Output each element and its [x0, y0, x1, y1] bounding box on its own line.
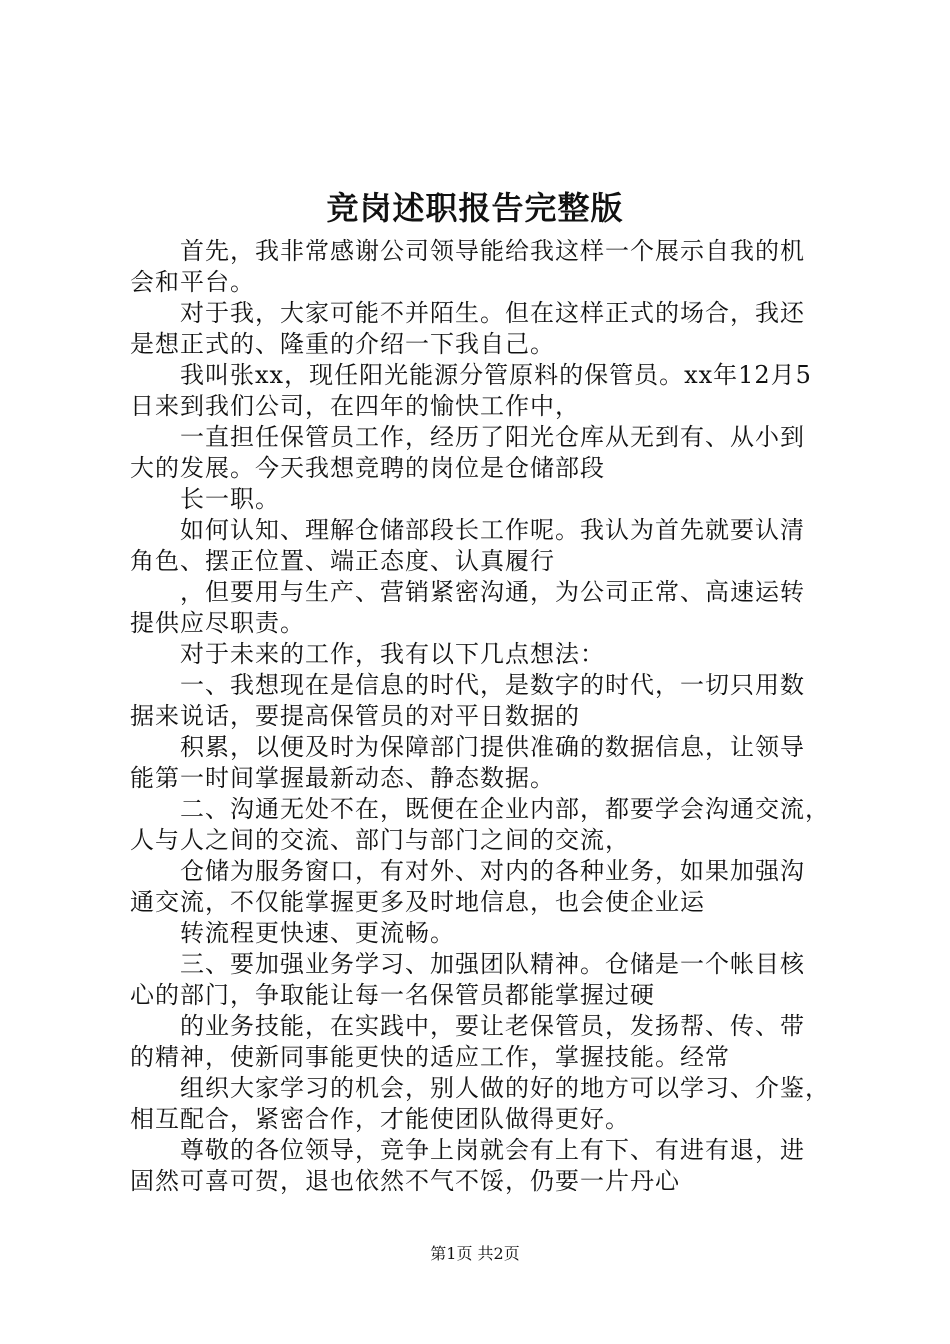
text-line: 首先，我非常感谢公司领导能给我这样一个展示自我的机 [180, 237, 805, 265]
text-line: 对于未来的工作，我有以下几点想法： [180, 640, 605, 668]
text-line: 组织大家学习的机会，别人做的好的地方可以学习、介鉴， [180, 1074, 830, 1102]
text-line: 的业务技能，在实践中，要让老保管员，发扬帮、传、带 [180, 1012, 805, 1040]
text-line: 二、沟通无处不在，既便在企业内部，都要学会沟通交流， [180, 795, 830, 823]
text-line: 仓储为服务窗口，有对外、对内的各种业务，如果加强沟 [180, 857, 805, 885]
text-line: 三、要加强业务学习、加强团队精神。仓储是一个帐目核 [180, 950, 805, 978]
text-line: 据来说话，要提高保管员的对平日数据的 [130, 702, 580, 730]
text-line: 尊敬的各位领导，竞争上岗就会有上有下、有进有退，进 [180, 1136, 805, 1164]
text-line: 日来到我们公司，在四年的愉快工作中， [130, 392, 580, 420]
text-line: 相互配合，紧密合作，才能使团队做得更好。 [130, 1105, 630, 1133]
document-title: 竞岗述职报告完整版 [326, 189, 624, 227]
text-line: 能第一时间掌握最新动态、静态数据。 [130, 764, 555, 792]
text-line: 大的发展。今天我想竞聘的岗位是仓储部段 [130, 454, 605, 482]
text-line: 固然可喜可贺，退也依然不气不馁，仍要一片丹心 [130, 1167, 680, 1195]
text-line: 长一职。 [180, 485, 280, 513]
text-line: 心的部门，争取能让每一名保管员都能掌握过硬 [130, 981, 655, 1009]
text-line: 的精神，使新同事能更快的适应工作，掌握技能。经常 [130, 1043, 730, 1071]
text-line: 会和平台。 [130, 268, 255, 296]
text-line: 我叫张xx，现任阳光能源分管原料的保管员。xx年12月5 [180, 361, 812, 389]
text-line: 积累，以便及时为保障部门提供准确的数据信息，让领导 [180, 733, 805, 761]
text-line: 对于我，大家可能不并陌生。但在这样正式的场合，我还 [180, 299, 805, 327]
text-line: 一直担任保管员工作，经历了阳光仓库从无到有、从小到 [180, 423, 805, 451]
text-line: 通交流，不仅能掌握更多及时地信息，也会使企业运 [130, 888, 705, 916]
text-line: ，但要用与生产、营销紧密沟通，为公司正常、高速运转 [180, 578, 805, 606]
text-line: 如何认知、理解仓储部段长工作呢。我认为首先就要认清 [180, 516, 805, 544]
text-line: 转流程更快速、更流畅。 [180, 919, 455, 947]
document-body [130, 236, 830, 1197]
text-line: 是想正式的、隆重的介绍一下我自己。 [130, 330, 555, 358]
text-line: 人与人之间的交流、部门与部门之间的交流， [130, 826, 630, 854]
page-footer: 第1页 共2页 [430, 1244, 520, 1263]
text-line: 一、我想现在是信息的时代，是数字的时代，一切只用数 [180, 671, 805, 699]
text-line: 角色、摆正位置、端正态度、认真履行 [130, 547, 555, 575]
text-line: 提供应尽职责。 [130, 609, 305, 637]
